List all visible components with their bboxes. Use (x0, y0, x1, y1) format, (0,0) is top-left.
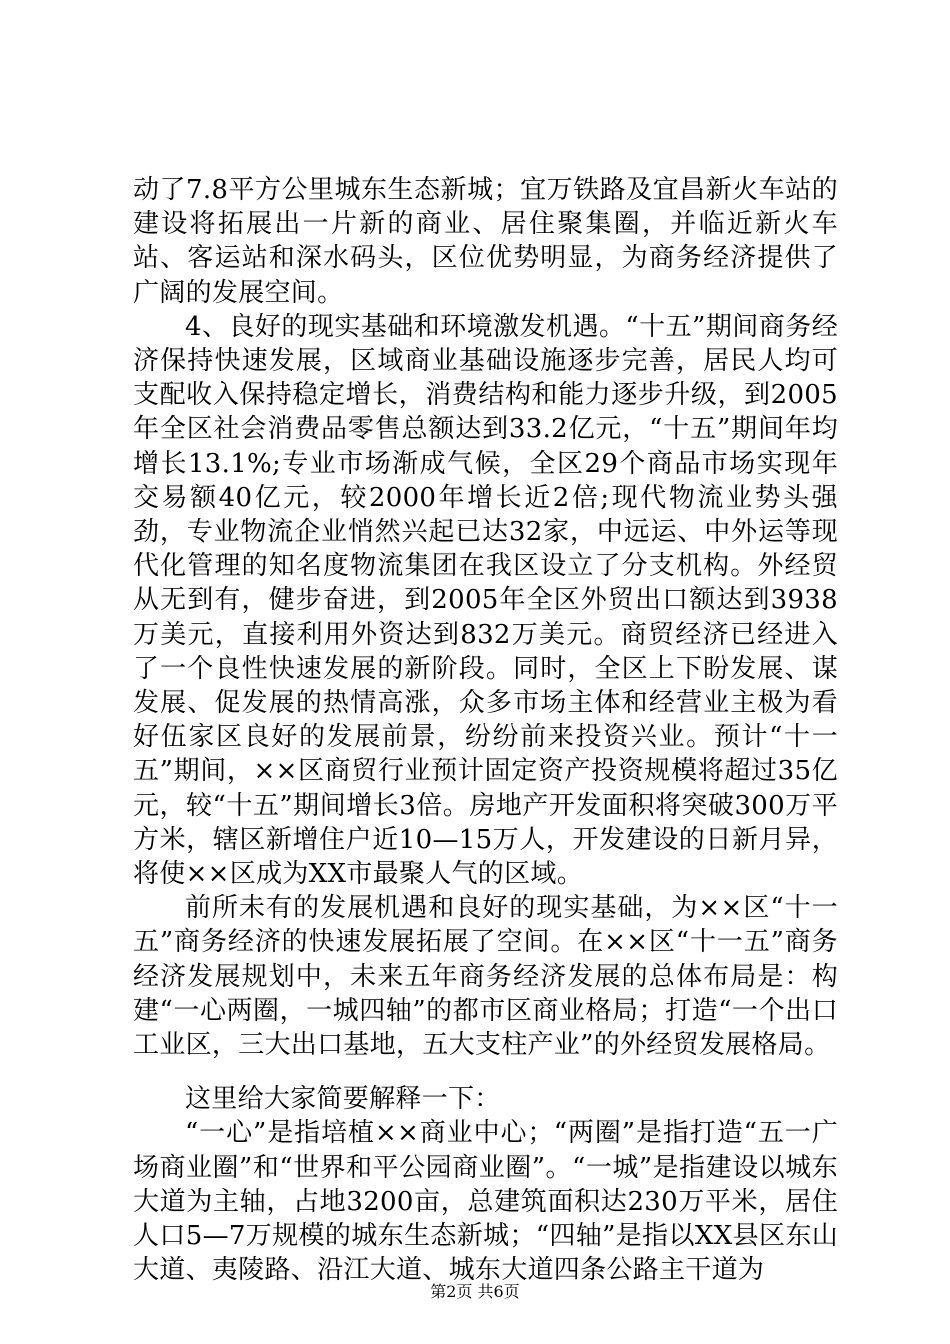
document-body (133, 173, 838, 1288)
paragraph-opportunity-4: 4、良好的现实基础和环境激发机遇。“十五”期间商务经济保持快速发展，区域商业基础设施逐步完善，居民人均可支配收入保持稳定增长，消费结构和能力逐步升级，到2005年全区社会消费品零售总额达到33.2亿元，“十五”期间年均增长13.1%;专业市场渐成气候，全区29个商品市场实现年交易额40亿元，较2000年增长近2倍;现代物流业势头强劲，专业物流企业悄然兴起已达32家，中远运、中外运等现代化管理的知名度物流集团在我区设立了分支机构。外经贸从无到有，健步奋进，到2005年全区外贸出口额达到3938万美元，直接利用外资达到832万美元。商贸经济已经进入了一个良性快速发展的新阶段。同时，全区上下盼发展、谋发展、促发展的热情高涨，众多市场主体和经营业主极为看好伍家区良好的发展前景，纷纷前来投资兴业。预计“十一五”期间，××区商贸行业预计固定资产投资规模将超过35亿元，较“十五”期间增长3倍。房地产开发面积将突破300万平方米，辖区新增住户近10—15万人，开发建设的日新月异，将使××区成为XX市最聚人气的区域。 (133, 311, 838, 890)
page-number-footer: 第2页 共6页 (430, 1282, 520, 1301)
paragraph-layout-overview: 前所未有的发展机遇和良好的现实基础，为××区“十一五”商务经济的快速发展拓展了空间。在××区“十一五”商务经济发展规划中，未来五年商务经济发展的总体布局是：构建“一心两圈，一城四轴”的都市区商业格局；打造“一个出口工业区，三大出口基地，五大支柱产业”的外经贸发展格局。 (133, 893, 838, 1061)
paragraph-continuation: 动了7.8平方公里城东生态新城；宜万铁路及宜昌新火车站的建设将拓展出一片新的商业、居住聚集圈，并临近新火车站、客运站和深水码头，区位优势明显，为商务经济提供了广阔的发展空间。 (133, 175, 838, 308)
paragraph-explanation-detail: “一心”是指培植××商业中心；“两圈”是指打造“五一广场商业圈”和“世界和平公园商业圈”。“一城”是指建设以城东大道为主轴，占地3200亩，总建筑面积达230万平米，居住人口5—7万规模的城东生态新城；“四轴”是指以XX县区东山大道、夷陵路、沿江大道、城东大道四条公路主干道为 (133, 1118, 838, 1286)
paragraph-explanation-intro: 这里给大家简要解释一下： (185, 1084, 501, 1115)
